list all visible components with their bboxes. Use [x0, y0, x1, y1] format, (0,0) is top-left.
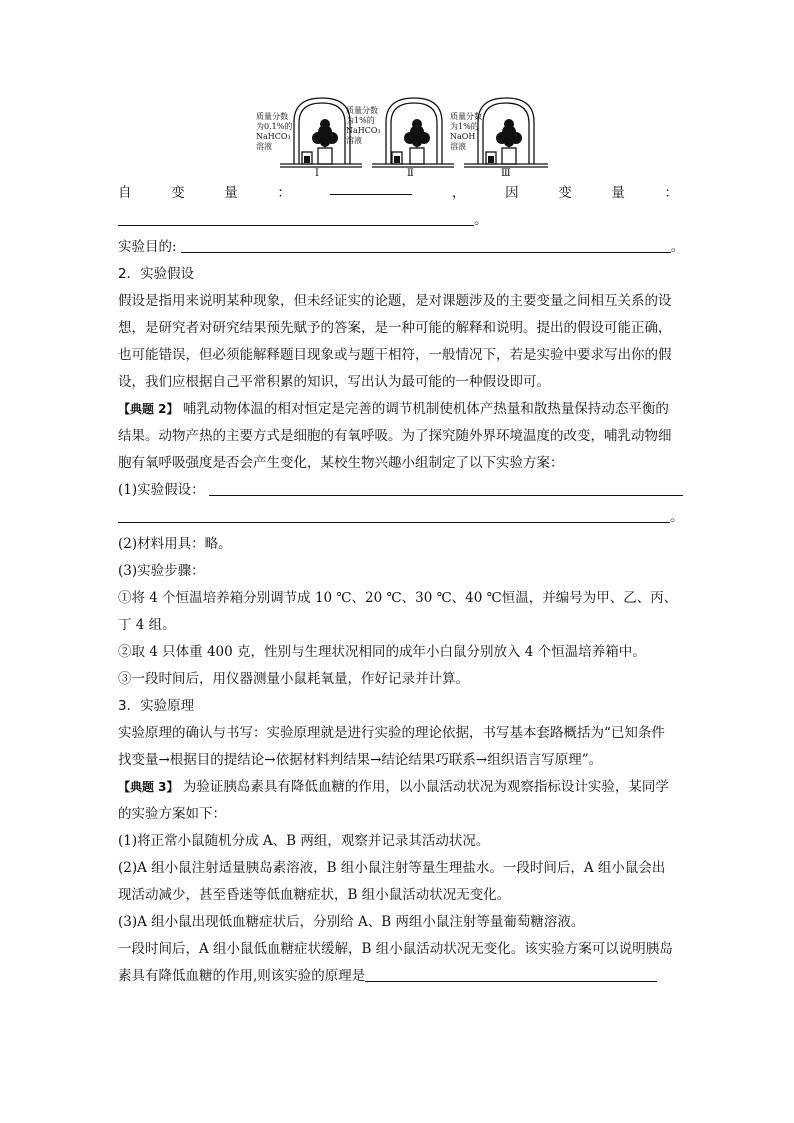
variables-line: 自 变 量 ： ， 因 变 量 ： [118, 180, 678, 207]
label-jar-1: 质量分数 为0.1%的 NaHCO₃ 溶液 [256, 112, 293, 151]
section-2-intro: 假设是指用来说明某种现象，但未经证实的论题，是对课题涉及的主要变量之间相互关系的设想，是研究者对研究结果预先赋予的答案，是一种可能的解释和说明。提出的假设可能正确，也可能错误，但必须能解释题目现象或与题干相符，一般情况下，若是实验中要求写出你的假设，我们应根据自己平常积累的知识，写出认为最可能的一种假设即可。 [118, 293, 672, 390]
section-2-heading: 2．实验假设 [118, 266, 195, 282]
label-jar-3: 质量分数 为1%的 NaOH 溶液 [450, 112, 482, 151]
numeral-1: Ⅰ [315, 168, 319, 179]
hypothesis-blank[interactable] [209, 481, 683, 496]
step-2: ②取 4 只体重 400 克，性别与生理状况相同的成年小白鼠分别放入 4 个恒温培养箱中。 [118, 644, 646, 660]
section-3-heading: 3．实验原理 [118, 698, 195, 714]
hypothesis-blank-2[interactable] [118, 508, 670, 523]
numeral-2: Ⅱ [407, 168, 414, 179]
dependent-variable-blank[interactable] [118, 211, 474, 226]
purpose-blank[interactable] [181, 238, 671, 253]
dependent-variable-line: 。 [118, 207, 678, 234]
principle-question: 一段时间后，A 组小鼠低血糖症状缓解，B 组小鼠活动状况无变化。该实验方案可以说明胰岛素具有降低血糖的作用,则该实验的原理是 [118, 941, 673, 984]
experiment-figure [118, 96, 678, 180]
label-jar-2: 质量分数 为1%的 NaHCO₃ 溶液 [346, 106, 381, 145]
numeral-3: Ⅲ [501, 168, 511, 179]
example-2: 【典题 2】 哺乳动物体温的相对恒定是完善的调节机制使机体产热量和散热量保持动态平衡的结果。动物产热的主要方式是细胞的有氧呼吸。为了探究随外界环境温度的改变，哺乳动物细胞有氧呼吸强度是否会产生变化，某校生物兴趣小组制定了以下实验方案： [118, 401, 672, 471]
bell-jar-diagram [118, 96, 678, 180]
independent-variable-blank[interactable] [330, 180, 412, 195]
section-3-intro: 实验原理的确认与书写：实验原理就是进行实验的理论依据，书写基本套路概括为“已知条件找变量→根据目的提结论→依据材料判结果→结论结果巧联系→组织语言写原理”。 [118, 725, 665, 768]
steps-heading: (3)实验步骤： [118, 563, 205, 579]
plan-item-2: (2)A 组小鼠注射适量胰岛素溶液，B 组小鼠注射等量生理盐水。一段时间后，A 组小鼠会出现活动减少，甚至昏迷等低血糖症状，B 组小鼠活动状况无变化。 [118, 860, 666, 903]
principle-blank[interactable] [365, 967, 657, 982]
plan-item-3: (3)A 组小鼠出现低血糖症状后，分别给 A、B 两组小鼠注射等量葡萄糖溶液。 [118, 914, 585, 930]
example-3: 【典题 3】 为验证胰岛素具有降低血糖的作用，以小鼠活动状况为观察指标设计实验，某同学的实验方案如下： [118, 779, 669, 822]
hypothesis-line-2: 。 [118, 504, 678, 531]
plan-item-1: (1)将正常小鼠随机分成 A、B 两组，观察并记录其活动状况。 [118, 833, 490, 849]
document-page [118, 96, 685, 990]
materials-line: (2)材料用具：略。 [118, 536, 232, 552]
purpose-line: 实验目的: 。 [118, 239, 685, 255]
hypothesis-line: (1)实验假设： [118, 477, 678, 504]
step-1: ①将 4 个恒温培养箱分别调节成 10 ℃、20 ℃、30 ℃、40 ℃恒温，并编号为甲、乙、丙、丁 4 组。 [118, 590, 678, 633]
step-3: ③一段时间后，用仪器测量小鼠耗氧量，作好记录并计算。 [118, 671, 469, 687]
